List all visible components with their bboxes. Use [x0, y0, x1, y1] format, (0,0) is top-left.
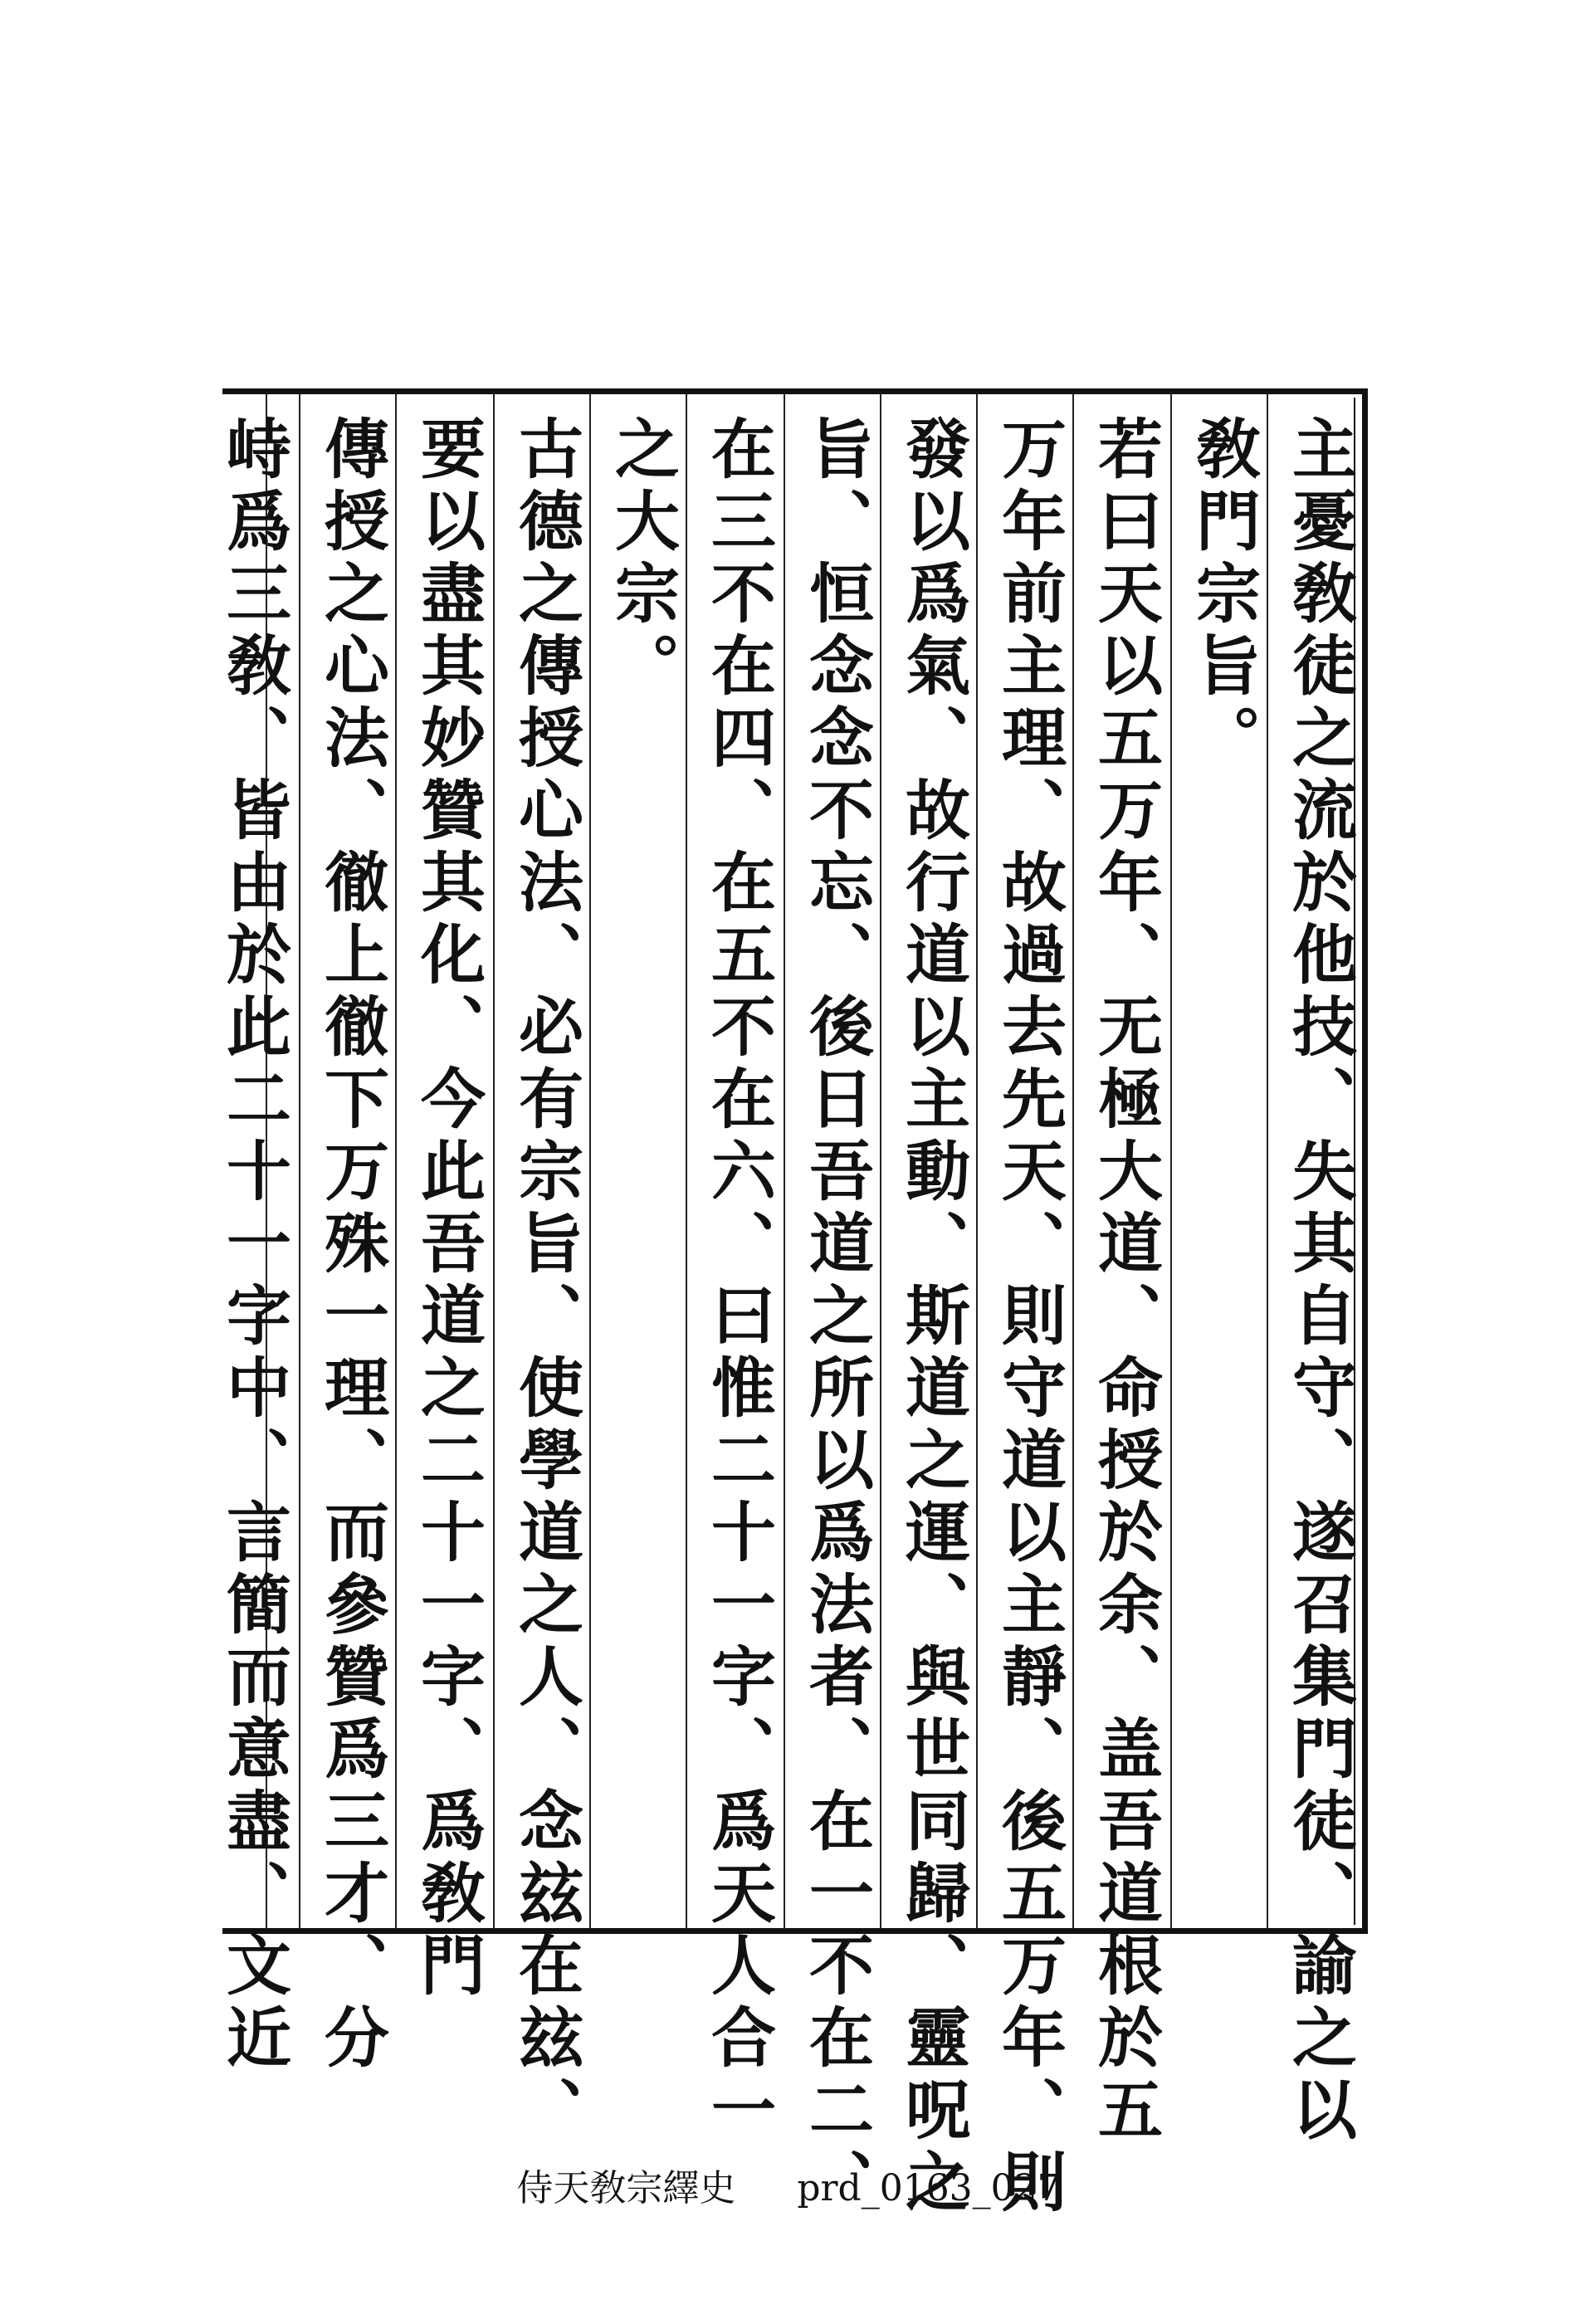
column-rule	[299, 394, 300, 1928]
text-column-6: 旨、恒念念不忘、後日吾道之所以爲法者、在一不在二、	[798, 415, 874, 2220]
text-column-8: 之大宗。	[604, 415, 680, 704]
column-rule	[493, 394, 495, 1928]
text-column-2: 敎門宗旨。	[1185, 415, 1261, 776]
text-column-12: 峙爲三敎、皆由於此二十一字中、言簡而意盡、文近	[216, 415, 291, 2076]
page-footer	[0, 2158, 1577, 2211]
text-column-9: 古德之傳授心法、必有宗旨、使學道之人、念玆在玆、	[508, 415, 583, 2148]
text-column-10: 要以盡其妙贊其化、今此吾道之二十一字、爲敎門	[410, 415, 486, 2004]
text-column-4: 万年前主理、故過去先天、則守道以主靜、後五万年、則	[991, 415, 1067, 2220]
footer-code: prd_0163_027	[797, 2167, 1061, 2209]
text-column-11: 傳授之心法、徹上徹下万殊一理、而參贊爲三才、分	[314, 415, 389, 2076]
text-column-1: 主憂敎徒之流於他技、失其自守、遂召集門徒、諭之以	[1282, 415, 1357, 2148]
footer-title: 侍天敎宗繹史	[516, 2167, 736, 2209]
column-rule	[784, 394, 785, 1928]
text-column-7: 在三不在四、在五不在六、曰惟二十一字、爲天人合一	[701, 415, 776, 2148]
text-column-3: 若曰天以五万年、无極大道、命授於余、盖吾道根於五	[1087, 415, 1163, 2148]
text-column-5: 發以爲氣、故行道以主動、斯道之運、與世同歸、靈呪之	[895, 415, 970, 2220]
column-rule	[1170, 394, 1172, 1928]
